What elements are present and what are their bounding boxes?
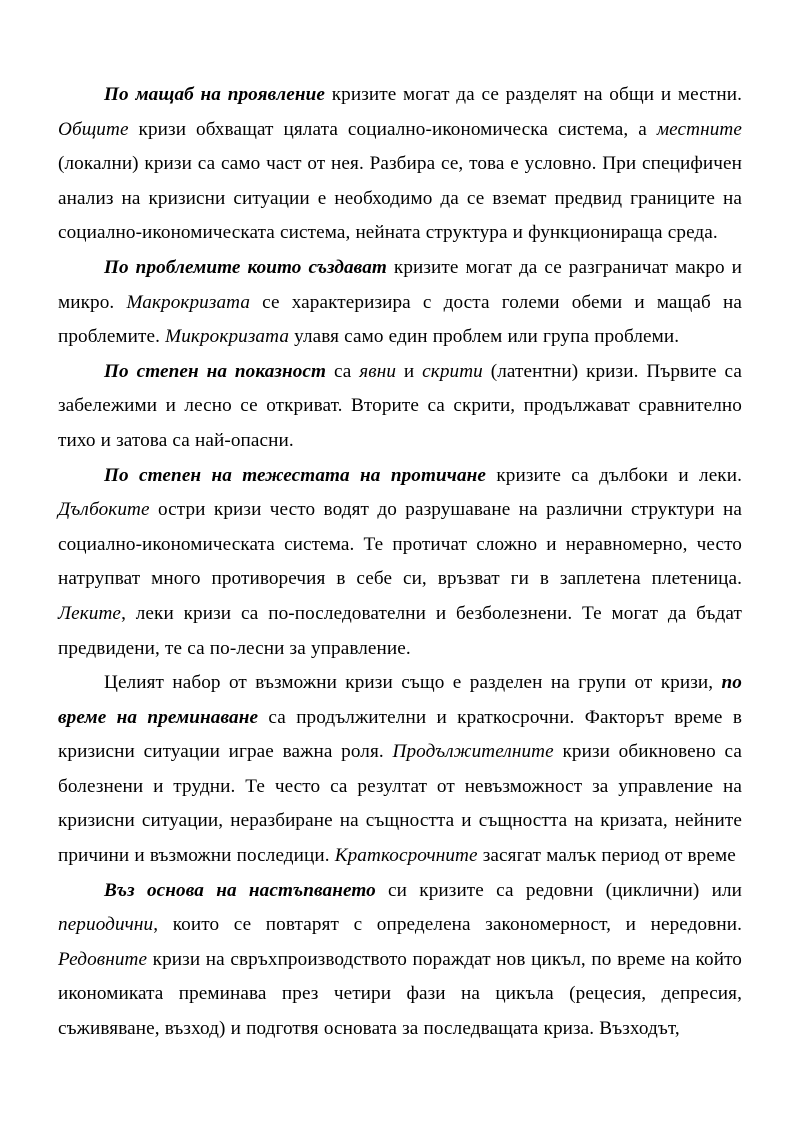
body-text-run: кризите са дълбоки и леки.: [486, 464, 742, 486]
emphasized-term: Краткосрочните: [334, 845, 478, 867]
emphasized-term: Микрокризата: [165, 326, 290, 348]
paragraph-lead-in: По мащаб на проявление: [104, 84, 325, 105]
body-text-run: и: [396, 360, 423, 382]
paragraph-5: [58, 666, 742, 874]
emphasized-term: Продължителните: [392, 741, 554, 763]
paragraph-6: [58, 874, 742, 1047]
body-text-run: засягат малък период от време: [477, 845, 736, 867]
body-text-run: (латентни) кризи. Първите са забележими и лесно се откриват. Вторите са скрити, продължават сравнително тихо и затова са най-опасни.: [58, 360, 742, 451]
emphasized-term: периодични: [58, 914, 154, 936]
emphasized-term: скрити: [422, 360, 483, 382]
paragraph-lead-in: по време на преминаване: [58, 672, 742, 728]
paragraph-lead-in: По степен на показност: [104, 360, 327, 382]
paragraph-3: [58, 355, 742, 459]
emphasized-term: Леките: [58, 602, 122, 624]
paragraph-4: [58, 459, 742, 667]
paragraph-1: [58, 78, 742, 251]
body-text-run: кризи обикновено са болезнени и трудни. Те често са резултат от невъзможност за управление на кризисни ситуации, неразбиране на същността и същността на кризата, нейните причини и възможни последици.: [58, 741, 742, 867]
emphasized-term: Макрокризата: [126, 291, 251, 313]
body-text-run: си кризите са редовни (циклични) или: [375, 879, 742, 901]
body-text-run: са продължителни и краткосрочни. Факторът време в кризисни ситуации играе важна роля.: [58, 706, 742, 763]
emphasized-term: Редовните: [58, 948, 148, 970]
emphasized-term: Общите: [58, 118, 129, 140]
paragraph-lead-in: По степен на тежестата на протичане: [104, 464, 487, 486]
text-column: [58, 78, 742, 1047]
body-text-run: улавя само един проблем или група проблеми.: [289, 326, 680, 348]
body-text-run: , които се повтарят с определена закономерност, и нередовни.: [153, 914, 742, 936]
body-text-run: , леки кризи са по-последователни и безболезнени. Те могат да бъдат предвидени, те са по-лесни за управление.: [58, 602, 742, 659]
body-text-run: кризи обхващат цялата социално-икономическа система, а: [128, 118, 657, 140]
emphasized-term: явни: [359, 360, 397, 382]
body-text-run: кризи на свръхпроизводството пораждат нов цикъл, по време на който икономиката преминава през четири фази на цикъла (рецесия, депресия, съживяване, възход) и подготвя основата за последващата криза. Възходът,: [58, 948, 742, 1040]
emphasized-term: местните: [656, 118, 742, 140]
body-text-run: (локални) кризи са само част от нея. Разбира се, това е условно. При специфичен анализ на кризисни ситуации е необходимо да се вземат предвид границите на социално-икономическата система, нейната структура и функционираща среда.: [58, 153, 742, 244]
body-text-run: Целият набор от възможни кризи също е разделен на групи от кризи,: [104, 672, 722, 694]
body-text-run: се характеризира с доста големи обеми и мащаб на проблемите.: [58, 291, 742, 348]
emphasized-term: Дълбоките: [58, 499, 150, 521]
body-text-run: са: [326, 360, 360, 382]
paragraph-lead-in: По проблемите които създават: [104, 256, 387, 278]
body-text-run: остри кризи често водят до разрушаване на различни структури на социално-икономическата система. Те протичат сложно и неравномерно, често натрупват много противоречия в себе си, връзват ги в заплетена плетеница.: [58, 499, 742, 590]
paragraph-2: [58, 251, 742, 355]
body-text-run: кризите могат да се разделят на общи и местни.: [324, 84, 742, 105]
body-text-run: кризите могат да се разграничат макро и микро.: [58, 256, 742, 313]
paragraph-lead-in: Въз основа на настъпването: [104, 879, 376, 901]
